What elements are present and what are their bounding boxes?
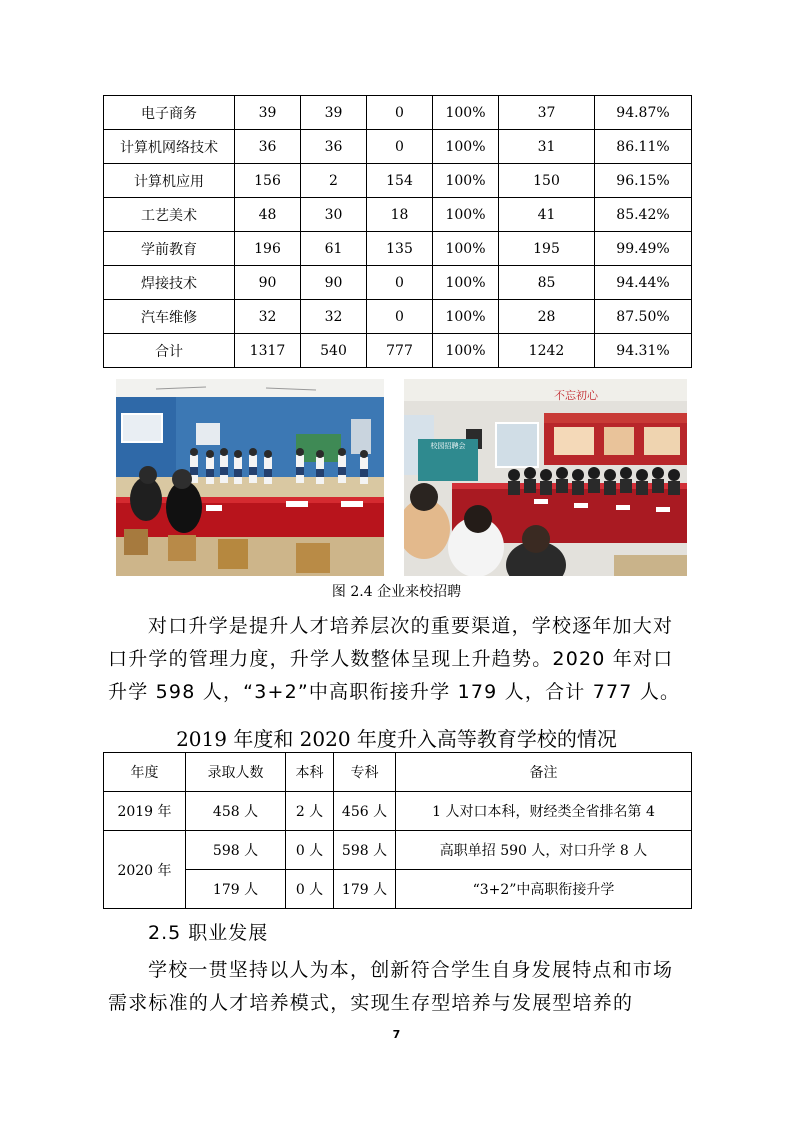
cell-value: 1317 [235,334,301,368]
cell-major: 计算机网络技术 [104,130,235,164]
projector-screen: 校园招聘会 [430,442,466,450]
header-undergrad: 本科 [286,753,334,792]
cell-value: 196 [235,232,301,266]
table-row [104,300,692,334]
cell-value: 100% [433,198,499,232]
cell-value: 100% [433,300,499,334]
cell-value: 36 [235,130,301,164]
cell-value: 154 [367,164,433,198]
cell-undergrad: 2 人 [286,792,334,831]
cell-value: 150 [499,164,595,198]
cell-value: 156 [235,164,301,198]
cell-value: 100% [433,232,499,266]
figure-caption: 图 2.4 企业来校招聘 [331,584,462,600]
cell-value: 31 [499,130,595,164]
table-row [104,792,692,831]
cell-year: 2019 年 [104,792,186,831]
paragraph-career: 学校一贯坚持以人为本，创新符合学生自身发展特点和市场需求标准的人才培养模式，实现生存型培养与发展型培养的 [108,959,674,1014]
cell-major: 汽车维修 [104,300,235,334]
cell-value: 100% [433,334,499,368]
cell-major: 计算机应用 [104,164,235,198]
cell-value: 32 [235,300,301,334]
cell-value: 41 [499,198,595,232]
table-row [104,831,692,870]
cell-value: 32 [301,300,367,334]
cell-major: 电子商务 [104,96,235,130]
cell-note: 1 人对口本科，财经类全省排名第 4 [396,792,692,831]
cell-value: 99.49% [595,232,692,266]
cell-note: “3+2”中高职衔接升学 [396,870,692,909]
section-heading: 2.5 职业发展 [148,922,269,944]
cell-note: 高职单招 590 人，对口升学 8 人 [396,831,692,870]
cell-admitted: 179 人 [186,870,286,909]
cell-value: 48 [235,198,301,232]
cell-value: 39 [235,96,301,130]
cell-value: 0 [367,300,433,334]
table-row [104,130,692,164]
cell-value: 100% [433,96,499,130]
cell-year: 2020 年 [104,831,186,909]
header-year: 年度 [104,753,186,792]
table-row [104,232,692,266]
cell-value: 37 [499,96,595,130]
table-row [104,96,692,130]
cell-major: 学前教育 [104,232,235,266]
banner-text: 不忘初心 [554,389,598,402]
cell-admitted: 598 人 [186,831,286,870]
table-title: 2019 年度和 2020 年度升入高等教育学校的情况 [176,727,617,751]
cell-value: 85 [499,266,595,300]
recruitment-photo-right [404,379,687,576]
cell-value: 2 [301,164,367,198]
header-admitted: 录取人数 [186,753,286,792]
cell-value: 100% [433,164,499,198]
admission-table [103,752,692,909]
cell-value: 100% [433,130,499,164]
table-row [104,266,692,300]
cell-college: 179 人 [334,870,396,909]
cell-value: 0 [367,266,433,300]
header-note: 备注 [396,753,692,792]
cell-value: 36 [301,130,367,164]
cell-college: 598 人 [334,831,396,870]
cell-value: 90 [235,266,301,300]
table-row [104,870,692,909]
cell-value: 540 [301,334,367,368]
cell-undergrad: 0 人 [286,831,334,870]
cell-value: 94.44% [595,266,692,300]
table-header-row [104,753,692,792]
cell-major: 焊接技术 [104,266,235,300]
cell-value: 28 [499,300,595,334]
cell-value: 94.31% [595,334,692,368]
cell-value: 777 [367,334,433,368]
cell-value: 39 [301,96,367,130]
cell-value: 96.15% [595,164,692,198]
cell-value: 87.50% [595,300,692,334]
table-row [104,198,692,232]
cell-value: 94.87% [595,96,692,130]
header-college: 专科 [334,753,396,792]
cell-value: 195 [499,232,595,266]
table-row [104,164,692,198]
cell-value: 30 [301,198,367,232]
cell-admitted: 458 人 [186,792,286,831]
cell-undergrad: 0 人 [286,870,334,909]
cell-college: 456 人 [334,792,396,831]
cell-value: 0 [367,96,433,130]
employment-table [103,95,692,368]
cell-value: 61 [301,232,367,266]
page-number: 7 [392,1028,401,1041]
cell-value: 0 [367,130,433,164]
cell-value: 85.42% [595,198,692,232]
cell-value: 90 [301,266,367,300]
cell-value: 100% [433,266,499,300]
cell-major: 工艺美术 [104,198,235,232]
cell-value: 1242 [499,334,595,368]
cell-major: 合计 [104,334,235,368]
paragraph-admission: 对口升学是提升人才培养层次的重要渠道，学校逐年加大对口升学的管理力度，升学人数整体呈现上升趋势。2020 年对口升学 598 人，“3+2”中高职衔接升学 179 人，合计 777 人。 [108,615,681,703]
cell-value: 86.11% [595,130,692,164]
recruitment-photo-left [116,379,384,576]
table-row [104,334,692,368]
cell-value: 135 [367,232,433,266]
cell-value: 18 [367,198,433,232]
